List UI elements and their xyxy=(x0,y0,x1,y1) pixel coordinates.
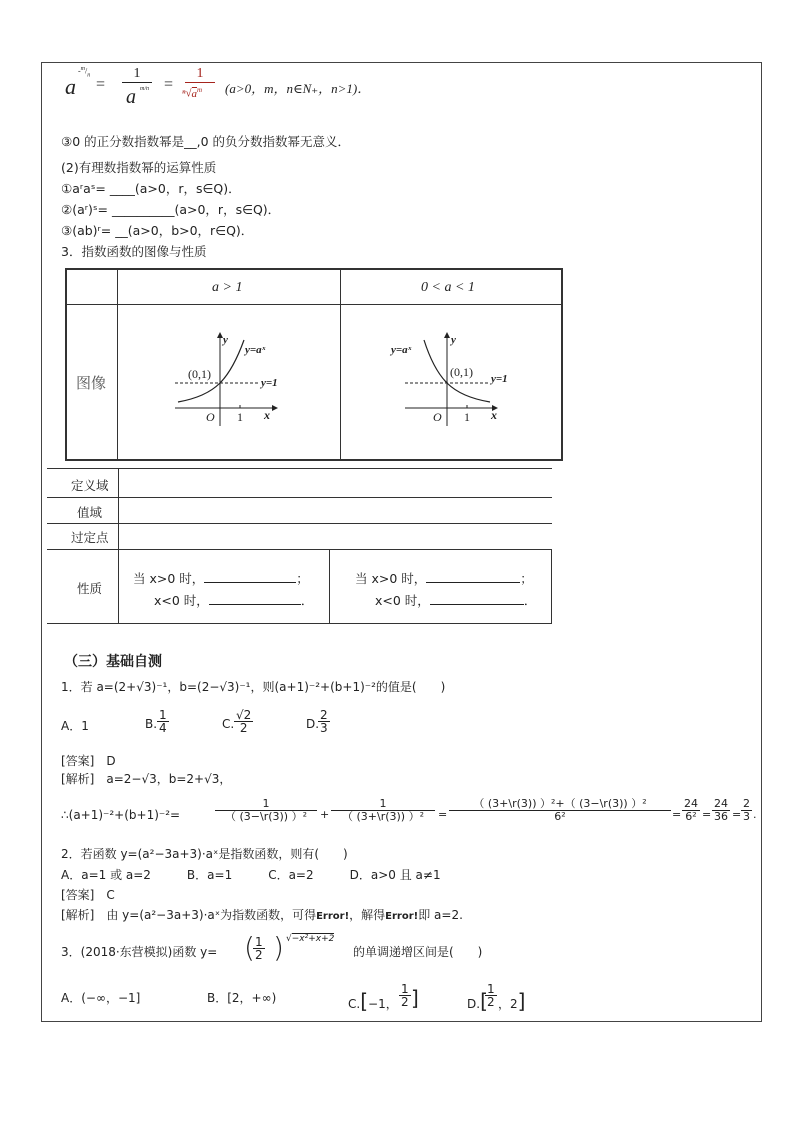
q2-stem: 2．若函数 y=(a²−3a+3)·aˣ是指数函数，则有( ) xyxy=(61,847,348,861)
left-line-label: y=1 xyxy=(261,377,278,389)
error-field-1: Error! xyxy=(316,911,350,922)
row-fixed-point: 过定点 xyxy=(71,530,109,545)
formula-conditions: (a>0，m，n∈N₊，n>1)． xyxy=(225,81,371,96)
q3-exponent: √−x²+x+2 xyxy=(286,934,335,944)
rule3: ③(ab)ʳ= __(a>0，b>0，r∈Q)． xyxy=(61,223,254,238)
q1-option-c: C. xyxy=(222,717,235,731)
q3-option-a: A．(−∞，−1] xyxy=(61,991,141,1005)
left-point-label: (0,1) xyxy=(188,367,211,381)
left-origin: O xyxy=(206,410,215,424)
left-curve-label: y=aˣ xyxy=(245,344,266,356)
left-prop-line1: 当 x>0 时， ； xyxy=(133,571,309,586)
right-line-label: y=1 xyxy=(491,373,508,385)
q1-analysis: [解析] a=2−√3，b=2+√3， xyxy=(61,772,232,786)
item3-text: ③0 的正分数指数幂是__,0 的负分数指数幂无意义． xyxy=(61,134,351,149)
row-label-graph: 图像 xyxy=(76,374,107,392)
frac2-den: $^n√a^m$ xyxy=(182,86,203,100)
row-range: 值域 xyxy=(77,505,103,520)
lhs-base: a xyxy=(65,74,76,99)
left-one: 1 xyxy=(237,410,243,424)
lhs-exp: $-^m/_n$ xyxy=(78,66,91,79)
row-properties: 性质 xyxy=(77,581,103,596)
q3-option-d: D.[ xyxy=(467,989,488,1013)
rule2: ②(aʳ)ˢ= __________(a>0，r，s∈Q)． xyxy=(61,202,281,217)
q1-stem: 1．若 a=(2+√3)⁻¹，b=(2−√3)⁻¹，则(a+1)⁻²+(b+1)⁻²的值是( ) xyxy=(61,680,446,694)
section3-title: 3．指数函数的图像与性质 xyxy=(61,244,207,259)
left-x-label: x xyxy=(264,408,270,422)
q3-option-c: C.[−1， xyxy=(348,989,398,1013)
section2-title: (2)有理数指数幂的运算性质 xyxy=(61,160,217,175)
right-x-label: x xyxy=(491,408,497,422)
self-test-title: （三）基础自测 xyxy=(64,654,162,670)
left-prop-line2: x<0 时， ． xyxy=(154,593,314,608)
right-point-label: (0,1) xyxy=(450,365,473,379)
error-field-2: Error! xyxy=(385,911,419,922)
col1-header: a > 1 xyxy=(212,280,243,295)
right-one: 1 xyxy=(464,410,470,424)
right-y-label: y xyxy=(451,334,456,346)
right-prop-line1: 当 x>0 时， ； xyxy=(355,571,533,586)
frac1-numerator: 1 xyxy=(122,66,152,83)
frac1-den: a xyxy=(126,86,136,108)
q1-option-a: A．1 xyxy=(61,719,89,733)
frac2-numerator: 1 xyxy=(185,66,215,83)
q1-option-b: B. xyxy=(145,717,158,731)
right-curve-label: y=aˣ xyxy=(391,344,412,356)
q2-analysis: [解析] 由 y=(a²−3a+3)·aˣ为指数函数，可得Error!，解得Error!即 a=2. xyxy=(61,908,463,922)
row-domain: 定义域 xyxy=(71,478,109,493)
q3-option-b: B．[2，+∞) xyxy=(207,991,277,1005)
q2-answer: [答案] C xyxy=(61,888,115,902)
right-origin: O xyxy=(433,410,442,424)
q2-options: A．a=1 或 a=2 B．a=1 C．a=2 D．a>0 且 a≠1 xyxy=(61,868,441,882)
left-y-label: y xyxy=(223,334,228,346)
q1-option-d: D. xyxy=(306,717,320,731)
right-prop-line2: x<0 时， ． xyxy=(375,593,537,608)
col2-header: 0 < a < 1 xyxy=(421,280,475,295)
q1-answer: [答案] D xyxy=(61,754,116,768)
rule1: ①aʳaˢ= ____(a>0，r，s∈Q)． xyxy=(61,181,241,196)
